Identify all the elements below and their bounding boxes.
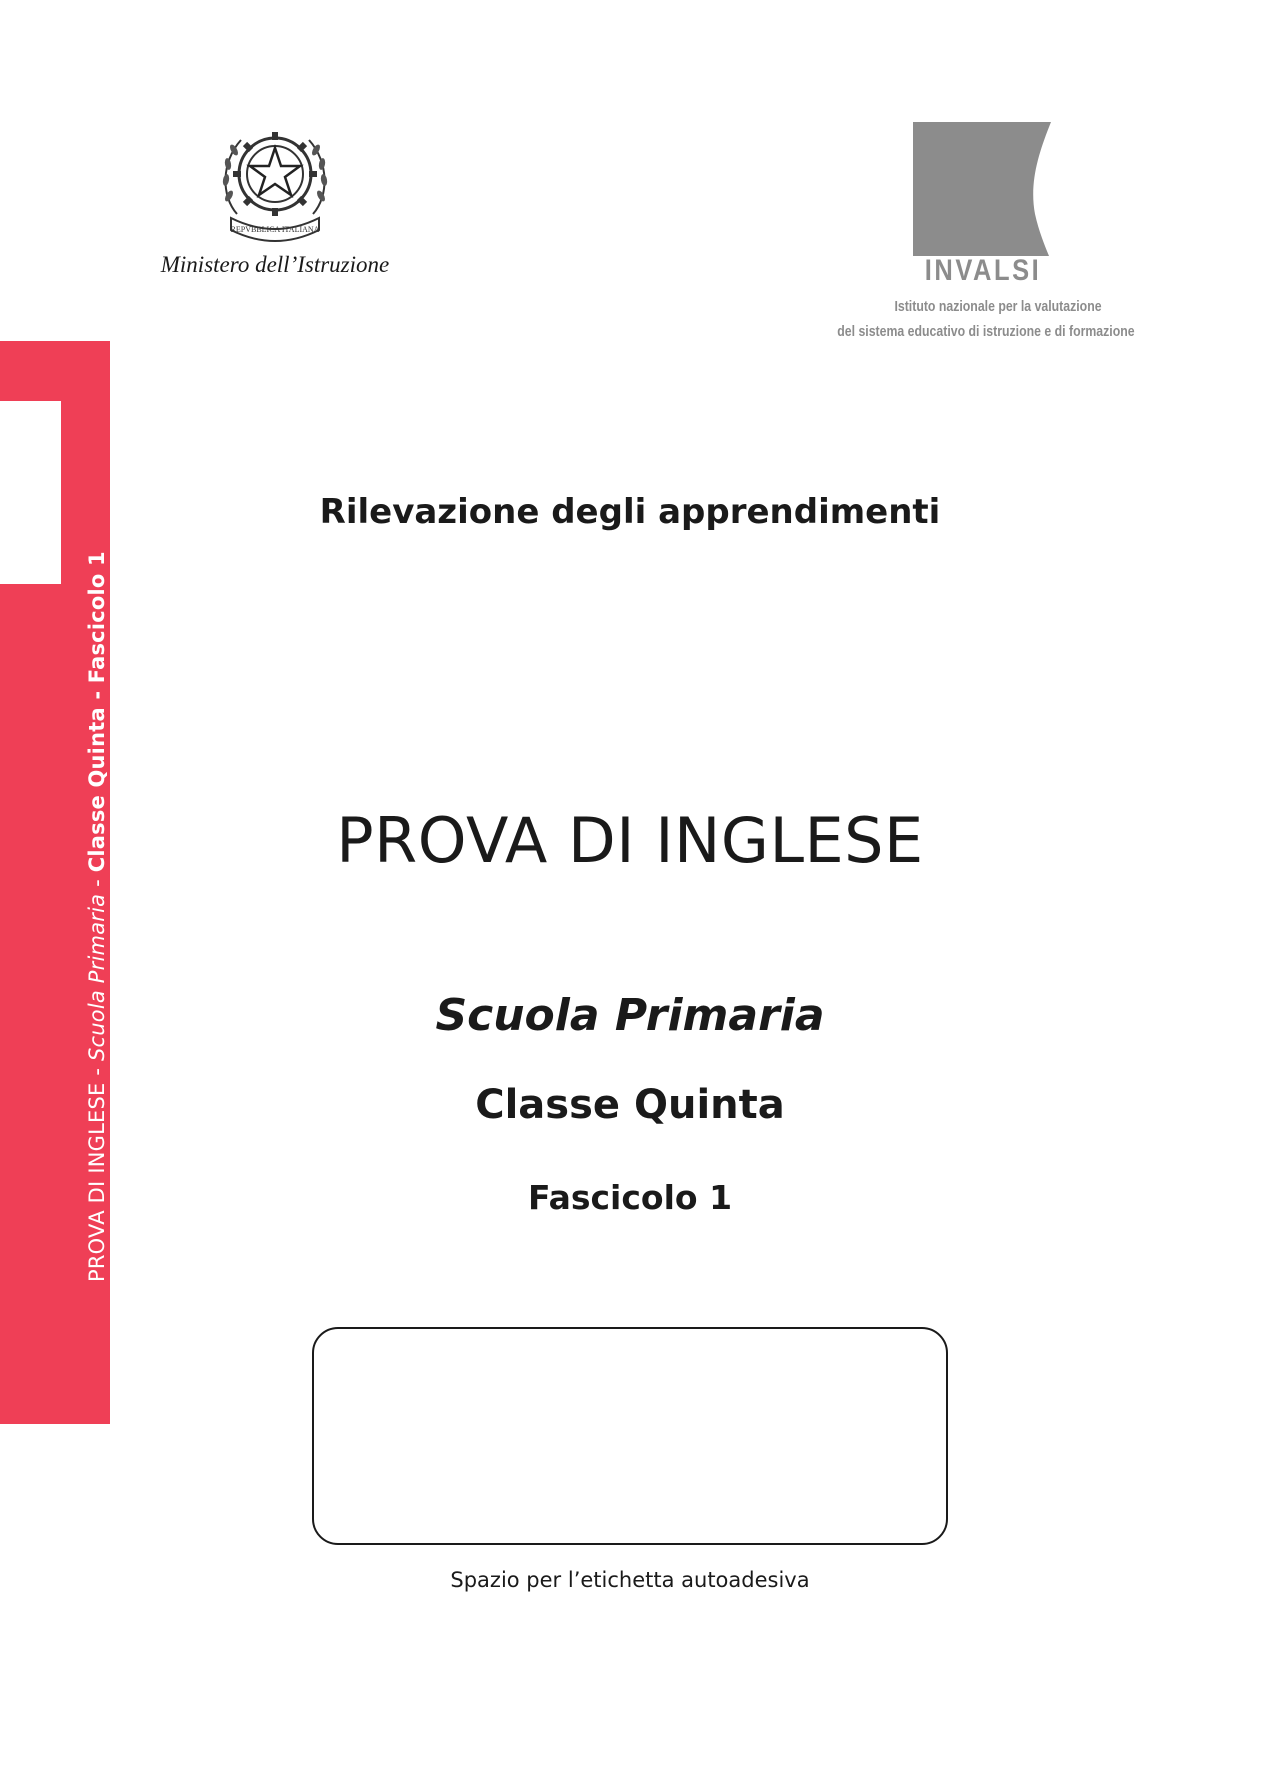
- sticker-label-box: [312, 1327, 948, 1545]
- side-band-test-name: PROVA DI INGLESE -: [85, 1061, 109, 1282]
- ministry-name: Ministero dell’Istruzione: [160, 252, 390, 277]
- invalsi-tagline-line1: Istituto nazionale per la valutazione: [894, 298, 1102, 315]
- italian-republic-emblem-icon: [215, 118, 335, 244]
- grade-level: Classe Quinta: [475, 1082, 785, 1128]
- invalsi-tagline-line2: del sistema educativo di istruzione e di formazione: [837, 323, 1135, 340]
- emblem-ribbon-text: REPVBBLICA ITALIANA: [230, 225, 320, 234]
- ministry-header: [130, 118, 420, 278]
- side-band-separator: -: [85, 872, 109, 894]
- side-band-school: Scuola Primaria: [85, 893, 109, 1061]
- booklet-number: Fascicolo 1: [527, 1178, 733, 1217]
- school-level: Scuola Primaria: [435, 990, 825, 1041]
- page-title: PROVA DI INGLESE: [336, 804, 924, 877]
- invalsi-wordmark: INVALSI: [924, 254, 1042, 287]
- subtitle: Rilevazione degli apprendimenti: [319, 492, 941, 532]
- sticker-label-caption: Spazio per l’etichetta autoadesiva: [450, 1568, 810, 1592]
- side-band-text: [85, 551, 109, 1282]
- invalsi-flag-icon: [913, 122, 1053, 256]
- side-band-grade-booklet: Classe Quinta - Fascicolo 1: [85, 551, 109, 873]
- side-band-notch: [0, 401, 61, 584]
